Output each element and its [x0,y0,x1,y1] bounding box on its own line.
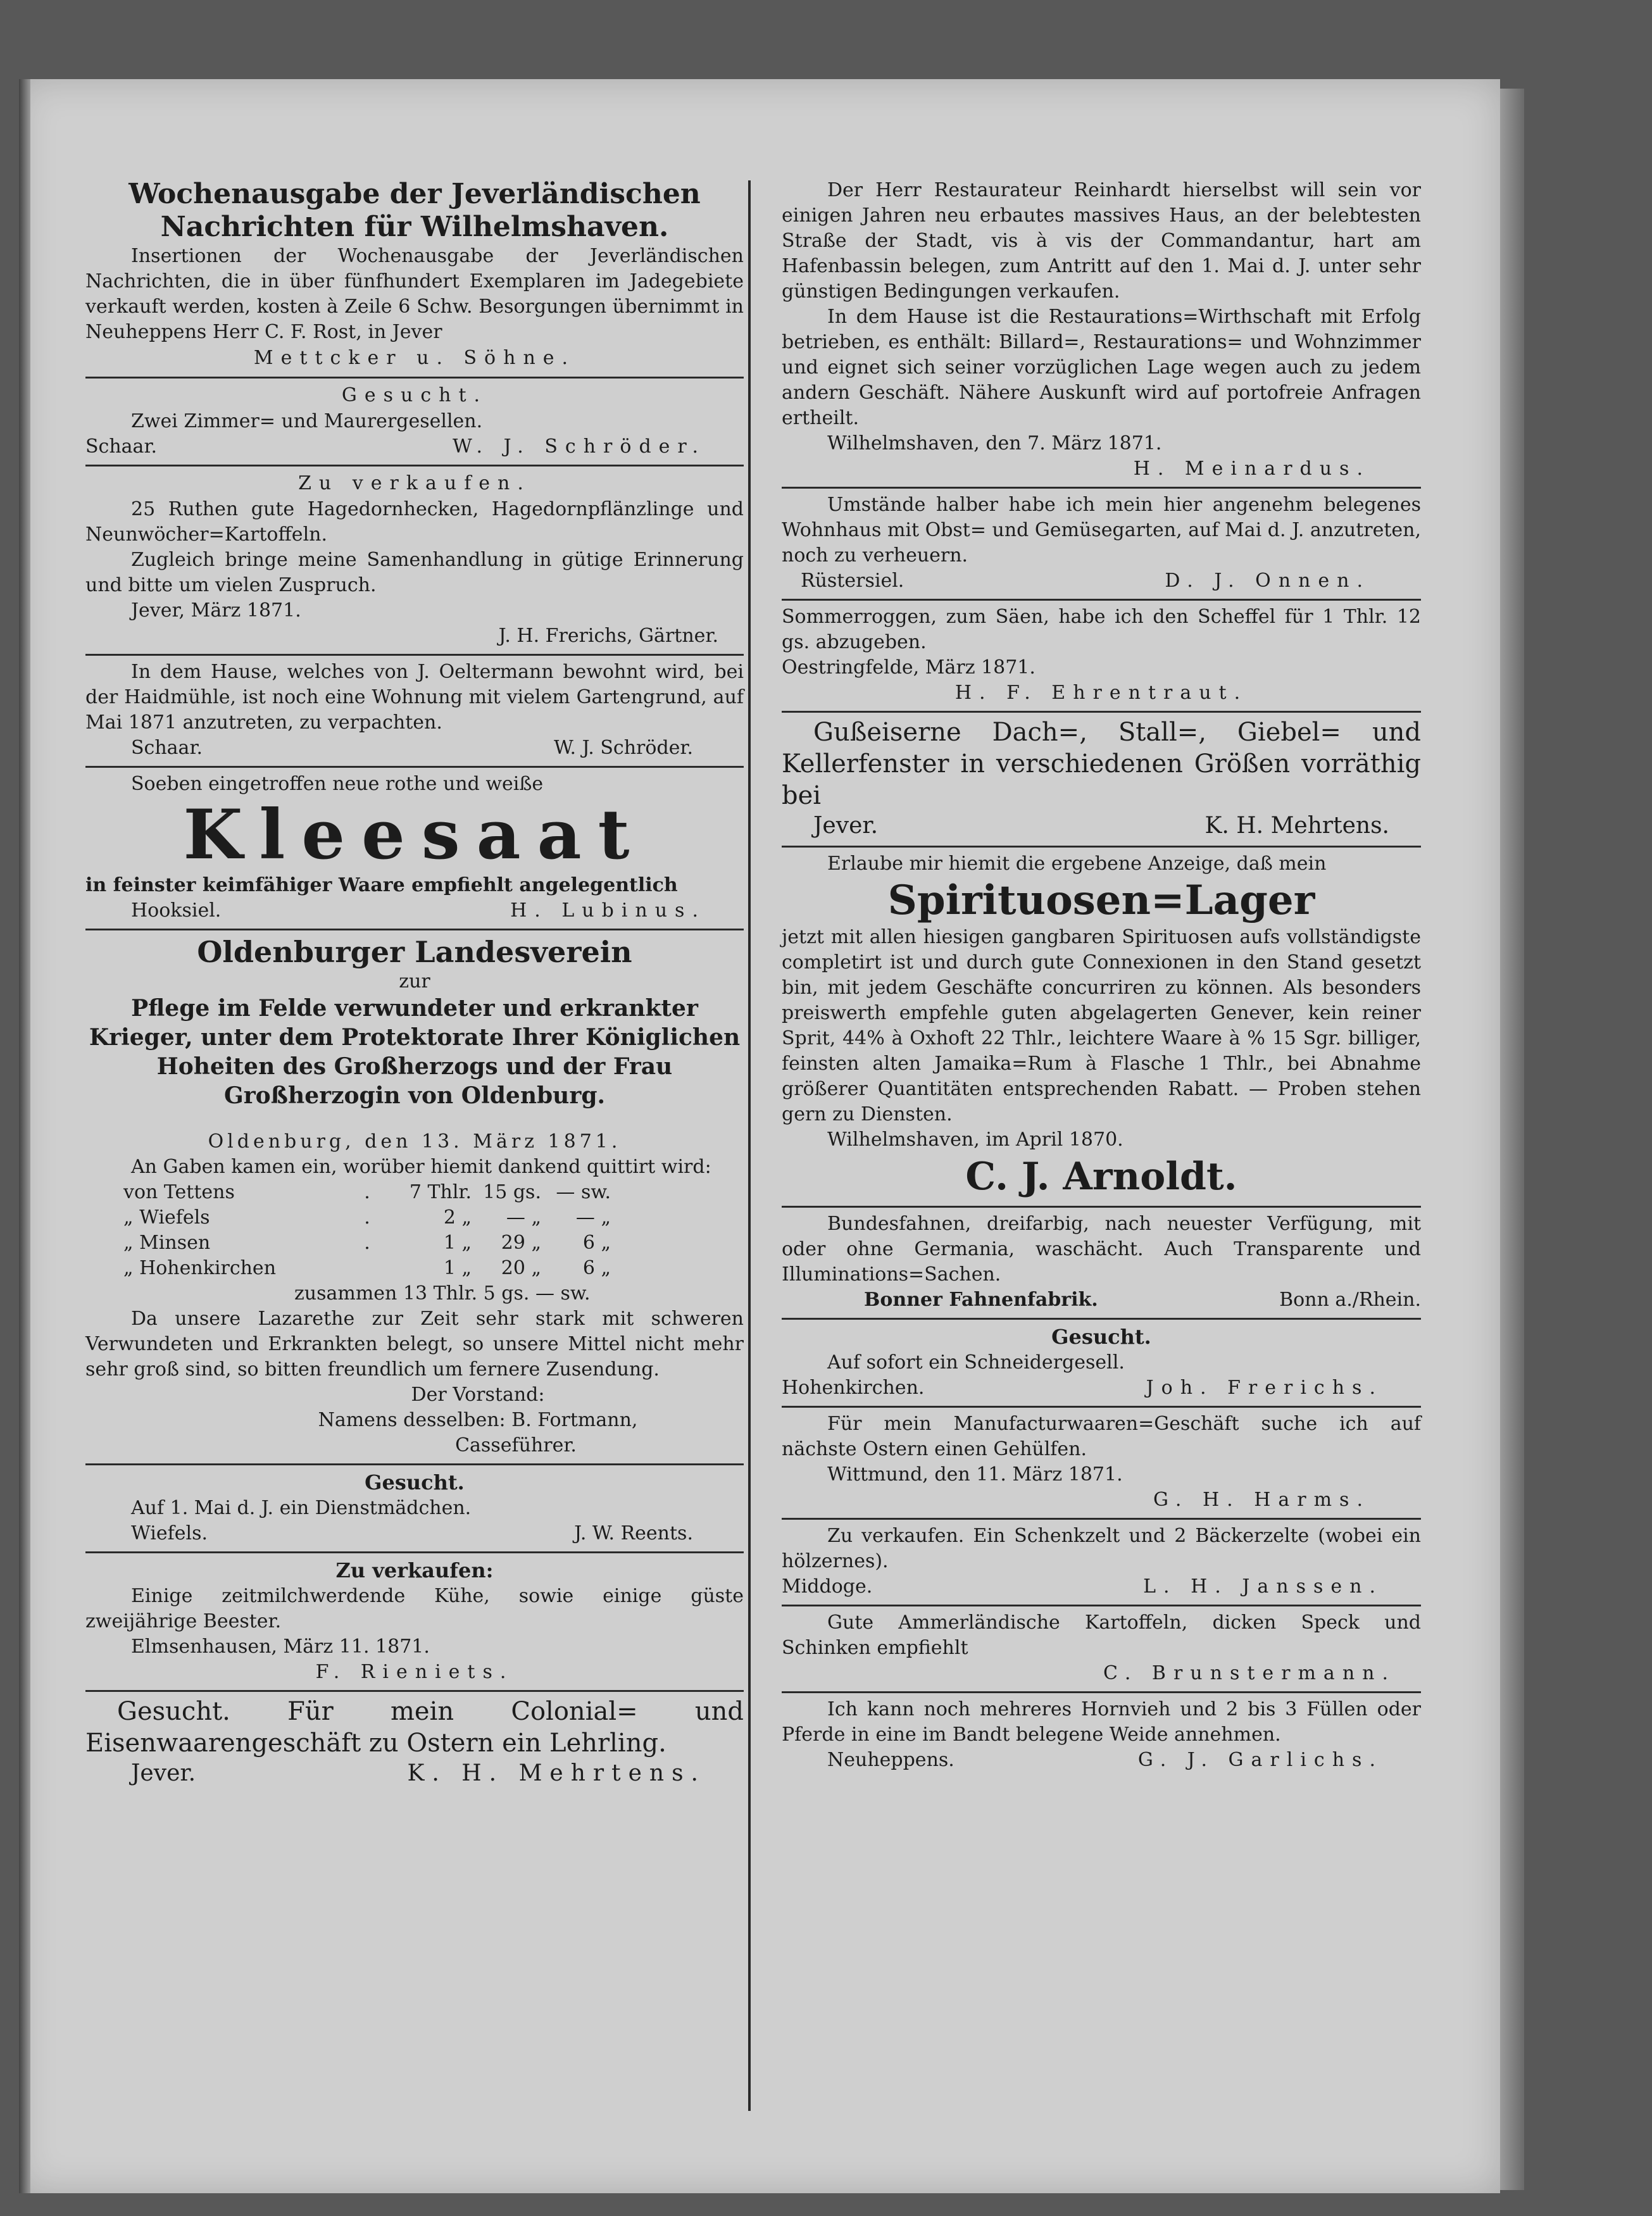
ad-heading: Zu verkaufen: [335,1558,494,1582]
ad-body: Da unsere Lazarethe zur Zeit sehr stark mit schweren Verwundeten und Erkrankten belegt, so unsere Mittel nicht mehr sehr groß sind, so bitten freundlich um fernere Zusendung. [85,1308,744,1380]
ad-body: 25 Ruthen gute Hagedornhecken, Hagedornpflänzlinge und Neunwöcher=Kartoffeln. [85,498,744,546]
ad-place: Wiefels. [131,1522,208,1544]
ad-place: Jever. [131,1760,196,1786]
ad-date: Oldenburg, den 13. März 1871. [208,1130,622,1153]
ad-signature: W. J. Schröder. [553,737,693,759]
ad-wohnhaus-verheuern [782,489,1421,601]
ad-gesucht-schneidergesell [782,1320,1421,1408]
ad-board: Der Vorstand: [411,1384,545,1406]
ad-body: Der Herr Restaurateur Reinhardt hierselbst will sein vor einigen Jahren neu erbautes massives Haus, an der belebtesten Straße der Stadt, vis à vis der Commandantur, hart am Hafenbassin belegen, zum Antritt auf den 1. Mai d. J. unter sehr günstigen Bedingungen verkaufen. [782,179,1421,303]
ad-body: in feinster keimfähiger Waare empfiehlt angelegentlich [85,874,678,896]
ad-gusseiserne-fenster [782,713,1421,848]
ad-signature: K. H. Mehrtens. [1205,813,1389,839]
ad-signature-line [85,434,744,460]
ad-zu-verkaufen-hecken [85,466,744,656]
ad-signature: W. J. Schröder. [452,435,706,458]
ad-signature-line [85,1521,744,1546]
ad-body: Zu verkaufen. Ein Schenkzelt und 2 Bäckerzelte (wobei ein hölzernes). [782,1525,1421,1572]
ad-signature-line [782,1375,1421,1401]
ad-signature-line [782,1574,1421,1599]
ad-heading: Gesucht. [365,1470,465,1494]
ad-signature: G. H. Harms. [1153,1489,1370,1511]
ad-body: Bundesfahnen, dreifarbig, nach neuester Verfügung, mit oder ohne Germania, waschächt. Auch Transparente und Illuminations=Sachen. [782,1213,1421,1286]
donation-row: „ Hohenkirchen 1 „ 20 „ 6 „ [123,1257,611,1279]
ad-body: Für mein Manufacturwaaren=Geschäft suche ich auf nächste Ostern einen Gehülfen. [782,1413,1421,1460]
ad-place: Jever. [813,813,879,839]
ad-signature-line [85,898,744,923]
ad-signature: Bonner Fahnenfabrik. [864,1289,1098,1311]
ad-spirituosen [782,848,1421,1208]
donation-row: von Tettens . 7 Thlr. 15 gs. — sw. [123,1181,611,1203]
ad-body: Zwei Zimmer= und Maurergesellen. [131,410,483,432]
ad-signature: H. Meinardus. [1133,458,1370,480]
ad-body: jetzt mit allen hiesigen gangbaren Spirituosen aufs vollständigste completirt ist und durch gute Connexionen in den Stand gesetzt bin, mit jedem Geschäfte concurriren zu können. Als besonders preiswerth empfehle guten abgelagerten Genever, kein reiner Sprit, 44% à Oxhoft 22 Thlr., leichtere Waare à % 15 Sgr. billiger, feinsten alten Jamaika=Rum à Flasche 1 Thlr., bei Abnahme größerer Quantitäten entsprechenden Rabatt. — Proben stehen gern zu Diensten. [782,926,1421,1125]
ad-body: Insertionen der Wochenausgabe der Jeverländischen Nachrichten, die in über fünfhundert Exemplaren im Jadegebiete verkauft werden, kosten à Zeile 6 Schw. Besorgungen übernimmt in Neuheppens Herr C. F. Rost, in Jever [85,245,744,343]
ad-wochenausgabe [85,174,744,379]
ad-board-name: Namens desselben: B. Fortmann, [318,1409,638,1431]
ad-date: Elmsenhausen, März 11. 1871. [131,1636,430,1658]
ad-heading: Zu verkaufen. [298,472,531,494]
donation-row: „ Wiefels . 2 „ — „ — „ [123,1206,611,1229]
ad-body: Ich kann noch mehreres Hornvieh und 2 bis 3 Füllen oder Pferde in eine im Bandt belegene Weide annehmen. [782,1698,1421,1746]
ad-hornvieh [782,1693,1421,1778]
donation-total: zusammen 13 Thlr. 5 gs. — sw. [294,1282,591,1305]
ad-place: Bonn a./Rhein. [1279,1289,1421,1311]
ad-body: Sommerroggen, zum Säen, habe ich den Scheffel für 1 Thlr. 12 gs. abzugeben. [782,606,1421,653]
ad-bundesfahnen [782,1208,1421,1320]
ad-body: Gußeiserne Dach=, Stall=, Giebel= und Kellerfenster in verschiedenen Größen vorräthig bei [782,718,1421,810]
ad-place: Rüstersiel. [801,570,904,592]
ad-title: Oldenburger Landesverein [197,935,632,969]
ad-signature-line [782,1748,1421,1773]
right-column [782,174,1421,1778]
ad-signature: F. Rieniets. [315,1661,514,1683]
ad-intro: An Gaben kamen ein, worüber hiemit dankend quittirt wird: [131,1156,711,1178]
ad-title: Wochenausgabe der Jeverländischen [128,178,701,210]
ad-place: Neuheppens. [827,1749,954,1771]
ad-body: Einige zeitmilchwerdende Kühe, sowie einige güste zweijährige Beester. [85,1585,744,1632]
ad-signature: K. H. Mehrtens. [407,1760,706,1786]
ad-body: Gute Ammerländische Kartoffeln, dicken Speck und Schinken empfiehlt [782,1612,1421,1659]
ad-intro: Soeben eingetroffen neue rothe und weiße [131,773,544,795]
ad-gehuelfe [782,1408,1421,1520]
donation-row: „ Minsen . 1 „ 29 „ 6 „ [123,1232,611,1254]
ad-zu-verkaufen-kuehe [85,1553,744,1692]
ad-place: Middoge. [782,1575,873,1598]
column-divider [748,180,751,2111]
ad-kleesaat [85,768,744,930]
ad-place: Schaar. [85,435,158,458]
ad-signature: C. Brunstermann. [1103,1662,1396,1684]
ad-restaurateur [782,174,1421,489]
ad-big-title: Kleesaat [183,795,646,875]
ad-signature: H. F. Ehrentraut. [954,682,1248,704]
ad-signature-line [782,568,1421,594]
ad-heading: Gesucht. [341,384,488,406]
ad-date: Wilhelmshaven, im April 1870. [827,1129,1123,1151]
ad-body: Auf 1. Mai d. J. ein Dienstmädchen. [131,1497,472,1519]
ad-date: Jever, März 1871. [131,599,301,622]
ad-intro: Erlaube mir hiemit die ergebene Anzeige, daß mein [827,853,1327,875]
ad-signature: G. J. Garlichs. [1137,1749,1383,1771]
ad-place: Hooksiel. [131,899,222,922]
ad-body: Zugleich bringe meine Samenhandlung in gütige Erinnerung und bitte um vielen Zuspruch. [85,549,744,596]
left-column [85,174,744,1793]
ad-date: Wilhelmshaven, den 7. März 1871. [827,432,1162,454]
ad-board-role: Casseführer. [455,1434,577,1456]
ad-date: Oestringfelde, März 1871. [782,656,1036,679]
ad-body: Auf sofort ein Schneidergesell. [827,1351,1125,1374]
ad-body: Gesucht. Für mein Colonial= und Eisenwaarengeschäft zu Ostern ein Lehrling. [85,1697,744,1758]
ad-schenkzelt [782,1520,1421,1606]
ad-subtitle: Pflege im Felde verwundeter und erkrankter Krieger, unter dem Protektorate Ihrer Königlichen Hoheiten des Großherzogs und der Frau Großherzogin von Oldenburg. [89,995,741,1109]
ad-body: In dem Hause ist die Restaurations=Wirthschaft mit Erfolg betrieben, es enthält: Billard=, Restaurations= und Wohnzimmer und eignet sich seiner vorzüglichen Lage wegen auch zu jedem andern Geschäft. Nähere Auskunft wird auf portofreie Anfragen ertheilt. [782,306,1421,429]
ad-date: Wittmund, den 11. März 1871. [827,1463,1123,1486]
ad-place: Hohenkirchen. [782,1377,925,1399]
ad-place: Schaar. [131,737,203,759]
ad-body: Umstände halber habe ich mein hier angenehm belegenes Wohnhaus mit Obst= und Gemüsegarten, auf Mai d. J. anzutreten, noch zu verheuern. [782,494,1421,567]
ad-signature-line [85,736,744,761]
ad-signature-line [782,811,1421,841]
ad-gesucht-dienstmaedchen [85,1465,744,1553]
donation-table [85,1180,744,1281]
ad-sommerroggen [782,601,1421,713]
ad-big-title: Spirituosen=Lager [887,877,1315,924]
ad-kartoffeln [782,1606,1421,1693]
ad-signature: Joh. Frerichs. [1146,1377,1383,1399]
ad-signature: J. H. Frerichs, Gärtner. [498,625,718,647]
ad-signature: C. J. Arnoldt. [965,1155,1237,1199]
ad-body: In dem Hause, welches von J. Oeltermann bewohnt wird, bei der Haidmühle, ist noch eine Wohnung mit vielem Gartengrund, auf Mai 1871 anzutreten, zu verpachten. [85,661,744,734]
ad-heading: Gesucht. [1051,1325,1151,1349]
ad-signature: H. Lubinus. [510,899,706,922]
ad-signature: J. W. Reents. [574,1522,693,1544]
newspaper-page [19,79,1500,2193]
ad-signature-line [85,1759,744,1788]
ad-lehrling [85,1692,744,1793]
ad-zur: zur [399,970,430,992]
ad-signature-line [782,1287,1421,1313]
ad-landesverein [85,930,744,1465]
ad-signature: D. J. Onnen. [1165,570,1370,592]
book-spine [19,79,30,2193]
ad-wohnung-haidmuehle [85,656,744,768]
ad-gesucht-gesellen [85,379,744,466]
ad-signature: Mettcker u. Söhne. [253,347,576,369]
ad-title: Nachrichten für Wilhelmshaven. [160,211,669,243]
page-edge [1500,89,1524,2190]
ad-signature: L. H. Janssen. [1143,1575,1383,1598]
